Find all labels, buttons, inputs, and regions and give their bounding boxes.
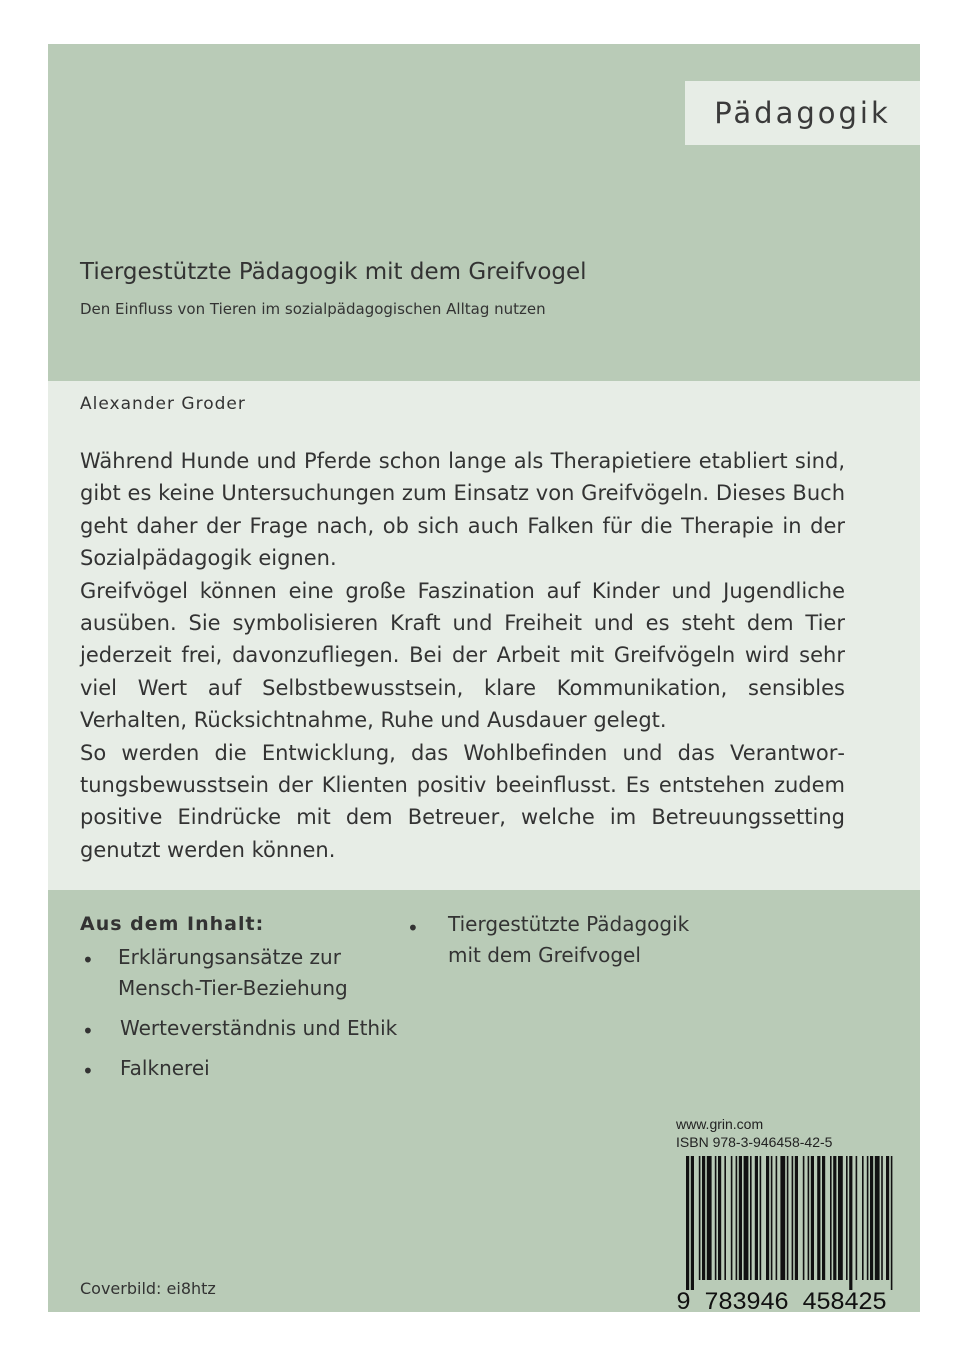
blurb-paragraph: So werden die Entwicklung, das Wohlbefinden und das Verantwortungsbewusstsein der Klienten positiv beeinflusst. Es entstehen zudem positive Eindrücke mit dem Betreuer, welche im Betreuungssetting genutzt werden können. xyxy=(80,740,845,862)
contents-item: Falknerei xyxy=(120,1056,210,1080)
barcode-bar xyxy=(811,1156,814,1280)
contents-item: Erklärungsansätze zur Mensch-Tier-Beziehung xyxy=(118,945,348,1000)
blurb-paragraph: Während Hunde und Pferde schon lange als Therapietiere etabliert sind, gibt es keine Untersuchungen zum Einsatz von Greifvögeln. Dieses Buch geht daher der Frage nach, ob sich auch Falken für die Therapie in der Sozialpädagogik eignen. xyxy=(80,449,845,571)
barcode-bar xyxy=(822,1156,825,1280)
isbn-number: ISBN 978-3-946458-42-5 xyxy=(676,1134,833,1150)
bullet-icon: • xyxy=(82,1019,94,1043)
barcode-bar xyxy=(750,1156,752,1280)
barcode-bar xyxy=(846,1156,848,1280)
bullet-icon: • xyxy=(407,916,419,940)
book-title: Tiergestützte Pädagogik mit dem Greifvogel xyxy=(80,259,587,285)
barcode-bar xyxy=(702,1156,705,1280)
barcode-bar xyxy=(838,1156,843,1280)
barcode-bar xyxy=(830,1156,832,1280)
barcode-bar xyxy=(771,1156,773,1280)
barcode-bar xyxy=(724,1156,726,1280)
barcode-bar xyxy=(760,1156,762,1280)
barcode-bar xyxy=(718,1156,721,1280)
barcode-bar xyxy=(731,1156,733,1280)
barcode-bar xyxy=(870,1156,873,1280)
contents-item: Tiergestützte Pädagogik mit dem Greifvogel xyxy=(448,912,690,967)
barcode-bar xyxy=(795,1156,798,1280)
barcode-bar xyxy=(739,1156,742,1280)
barcode-bar xyxy=(787,1156,789,1280)
barcode-bar xyxy=(849,1156,852,1290)
publisher-url: www.grin.com xyxy=(676,1116,764,1132)
barcode-digits: 9 783946 458425 xyxy=(676,1288,887,1317)
barcode-bar xyxy=(736,1156,738,1280)
contents-heading: Aus dem Inhalt: xyxy=(80,913,265,935)
barcode-bar xyxy=(833,1156,836,1280)
barcode-bar xyxy=(755,1156,758,1280)
barcode-bar xyxy=(776,1156,778,1280)
barcode-bar xyxy=(881,1156,883,1280)
barcode-bar xyxy=(780,1156,785,1280)
back-cover xyxy=(48,44,920,1317)
barcode-bar xyxy=(744,1156,749,1280)
bullet-icon: • xyxy=(82,948,94,972)
barcode-bar xyxy=(792,1156,794,1280)
barcode-bar xyxy=(803,1156,805,1280)
barcode-bar xyxy=(808,1156,810,1280)
barcode-bar xyxy=(817,1156,820,1280)
blurb-text xyxy=(80,445,845,866)
bullet-icon: • xyxy=(82,1059,94,1083)
barcode xyxy=(676,1154,904,1294)
barcode-bar xyxy=(891,1156,893,1290)
barcode-bar xyxy=(715,1156,717,1280)
barcode-bar xyxy=(707,1156,712,1280)
series-label: Pädagogik xyxy=(685,81,920,145)
barcode-bar xyxy=(699,1156,701,1280)
blurb-paragraph: Greifvögel können eine große Faszination auf Kinder und Jugendliche ausüben. Sie symbolisieren Kraft und Freiheit und es steht dem Tier jederzeit frei, davonzufliegen. Bei der Arbeit mit Greifvögeln wird sehr viel Wert auf Selbstbewusstsein, klare Kommunikation, sensibles Verhalten, Rücksichtnahme, Ruhe und Ausdauer gelegt. xyxy=(80,578,845,733)
cover-credit: Coverbild: ei8htz xyxy=(80,1279,216,1298)
barcode-bar xyxy=(856,1156,858,1280)
book-subtitle: Den Einfluss von Tieren im sozialpädagogischen Alltag nutzen xyxy=(80,300,546,318)
barcode-bar xyxy=(875,1156,880,1280)
contents-item: Werteverständnis und Ethik xyxy=(120,1016,398,1040)
author-name: Alexander Groder xyxy=(80,394,246,414)
barcode-bar xyxy=(691,1156,694,1290)
barcode-bar xyxy=(862,1156,864,1280)
barcode-bar xyxy=(867,1156,869,1280)
barcode-bar xyxy=(686,1156,689,1290)
barcode-bar xyxy=(766,1156,769,1280)
barcode-bar xyxy=(886,1156,889,1280)
